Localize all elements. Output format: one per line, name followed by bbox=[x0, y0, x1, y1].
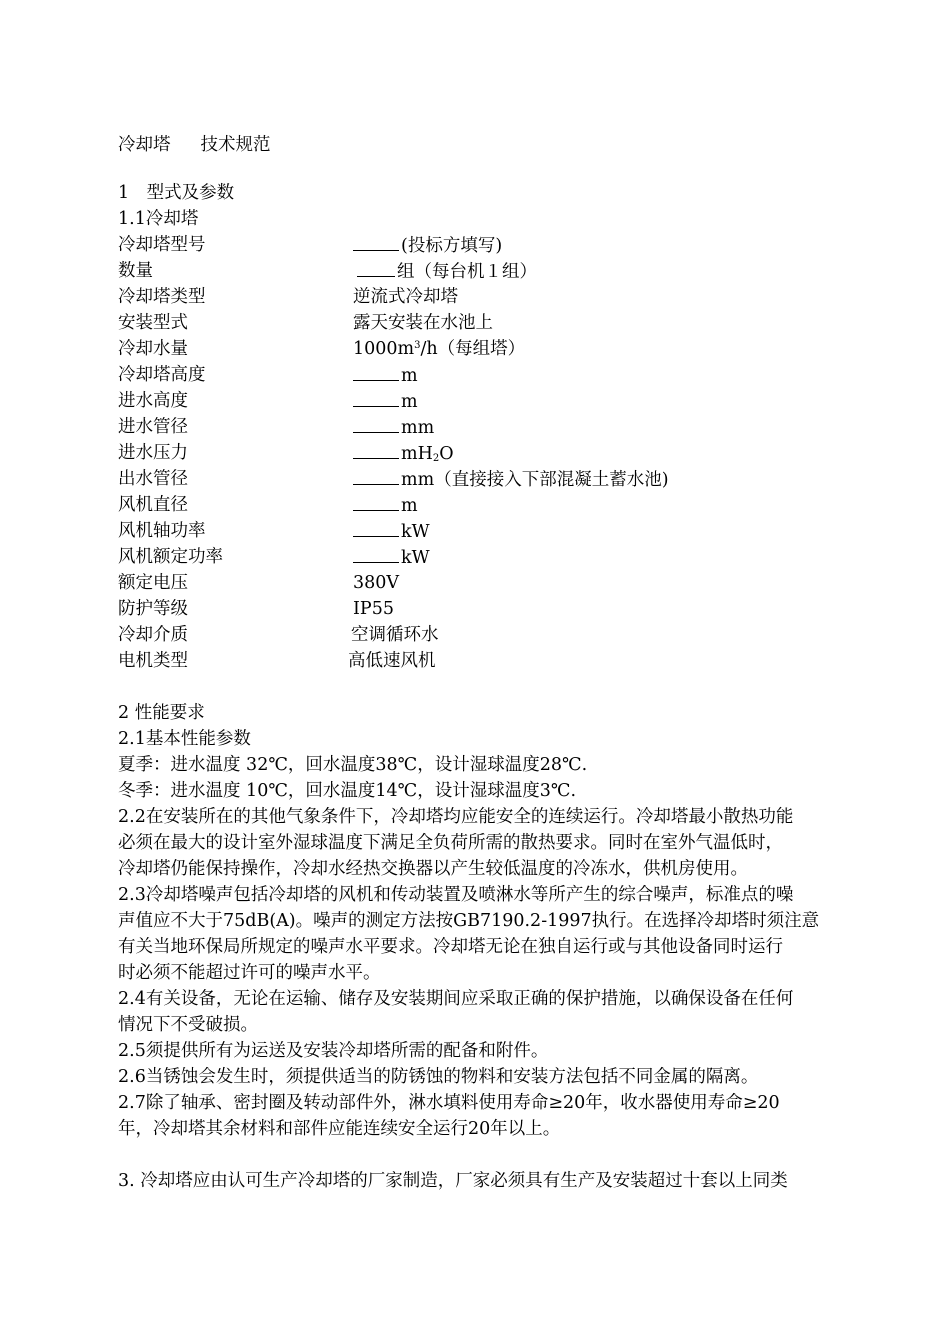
param-value-motor: 高低速风机 bbox=[348, 651, 436, 671]
para-2-3-line: 时必须不能超过许可的噪声水平。 bbox=[118, 963, 381, 983]
param-label-type: 冷却塔类型 bbox=[118, 287, 206, 307]
para-2-4-line: 情况下不受破损。 bbox=[118, 1015, 258, 1035]
section-2-1-heading: 2.1基本性能参数 bbox=[118, 729, 251, 749]
param-label-install: 安装型式 bbox=[118, 313, 188, 333]
fill-in-blank[interactable] bbox=[357, 258, 395, 277]
para-2-6: 2.6当锈蚀会发生时，须提供适当的防锈蚀的物料和安装方法包括不同金属的隔离。 bbox=[118, 1067, 759, 1087]
para-2-7-line: 年，冷却塔其余材料和部件应能连续安全运行20年以上。 bbox=[118, 1119, 561, 1139]
fill-in-blank[interactable] bbox=[353, 544, 399, 563]
param-value-voltage: 380V bbox=[353, 573, 400, 593]
param-value-inlet-pipe: mm bbox=[353, 414, 434, 441]
param-value-medium: 空调循环水 bbox=[351, 625, 439, 645]
title-part-2: 技术规范 bbox=[200, 135, 271, 155]
section-2-heading: 2 性能要求 bbox=[118, 703, 205, 723]
param-value-fan-rated-power: kW bbox=[353, 544, 430, 571]
param-value-fan-shaft-power: kW bbox=[353, 518, 430, 545]
fill-in-blank[interactable] bbox=[353, 440, 399, 459]
param-label-outlet-pipe: 出水管径 bbox=[118, 469, 188, 489]
param-value-type: 逆流式冷却塔 bbox=[353, 287, 458, 307]
param-label-fan-diameter: 风机直径 bbox=[118, 495, 188, 515]
fill-in-blank[interactable] bbox=[353, 492, 399, 511]
param-value-height: m bbox=[353, 362, 418, 389]
fill-in-blank[interactable] bbox=[353, 232, 399, 251]
param-value-inlet-height: m bbox=[353, 388, 418, 415]
para-2-4-line: 2.4有关设备，无论在运输、储存及安装期间应采取正确的保护措施，以确保设备在任何 bbox=[118, 989, 794, 1009]
param-value-fan-diameter: m bbox=[353, 492, 418, 519]
param-label-model: 冷却塔型号 bbox=[118, 235, 206, 255]
section-1-1-heading: 1.1冷却塔 bbox=[118, 209, 199, 229]
fill-in-blank[interactable] bbox=[353, 362, 399, 381]
para-2-5: 2.5须提供所有为运送及安装冷却塔所需的配备和附件。 bbox=[118, 1041, 549, 1061]
param-value-inlet-pressure: $mH_2O$ bbox=[353, 440, 454, 467]
fill-in-blank[interactable] bbox=[353, 466, 399, 485]
param-label-quantity: 数量 bbox=[118, 261, 153, 281]
fill-in-blank[interactable] bbox=[353, 414, 399, 433]
summer-params: 夏季：进水温度 32℃，回水温度38℃，设计湿球温度28℃. bbox=[118, 755, 588, 775]
param-label-voltage: 额定电压 bbox=[118, 573, 188, 593]
title-part-1: 冷却塔 bbox=[118, 135, 171, 155]
fill-in-blank[interactable] bbox=[353, 518, 399, 537]
para-2-3-line: 有关当地环保局所规定的噪声水平要求。冷却塔无论在独自运行或与其他设备同时运行 bbox=[118, 937, 783, 957]
param-label-fan-shaft-power: 风机轴功率 bbox=[118, 521, 206, 541]
param-label-fan-rated-power: 风机额定功率 bbox=[118, 547, 223, 567]
param-value-install: 露天安装在水池上 bbox=[353, 313, 493, 333]
param-label-inlet-pressure: 进水压力 bbox=[118, 443, 188, 463]
param-value-protection: IP55 bbox=[353, 599, 394, 619]
document-title bbox=[118, 132, 271, 158]
param-label-height: 冷却塔高度 bbox=[118, 365, 206, 385]
param-value-model: (投标方填写) bbox=[353, 232, 502, 259]
param-value-quantity: 组（每台机１组） bbox=[357, 258, 537, 285]
para-2-3-line: 2.3冷却塔噪声包括冷却塔的风机和传动装置及喷淋水等所产生的综合噪声，标准点的噪 bbox=[118, 885, 794, 905]
param-label-motor: 电机类型 bbox=[118, 651, 188, 671]
para-2-2-line: 冷却塔仍能保持操作，冷却水经热交换器以产生较低温度的冷冻水，供机房使用。 bbox=[118, 859, 748, 879]
para-2-7-line: 2.7除了轴承、密封圈及转动部件外，淋水填料使用寿命≥20年，收水器使用寿命≥20 bbox=[118, 1093, 780, 1113]
param-label-inlet-height: 进水高度 bbox=[118, 391, 188, 411]
section-1-heading: 1 型式及参数 bbox=[118, 183, 235, 203]
param-label-flow: 冷却水量 bbox=[118, 339, 188, 359]
param-label-inlet-pipe: 进水管径 bbox=[118, 417, 188, 437]
para-2-2-line: 必须在最大的设计室外湿球温度下满足全负荷所需的散热要求。同时在室外气温低时， bbox=[118, 833, 783, 853]
param-label-medium: 冷却介质 bbox=[118, 625, 188, 645]
param-value-outlet-pipe: mm（直接接入下部混凝土蓄水池) bbox=[353, 466, 669, 493]
winter-params: 冬季：进水温度 10℃，回水温度14℃，设计湿球温度3℃. bbox=[118, 781, 577, 801]
fill-in-blank[interactable] bbox=[353, 388, 399, 407]
para-2-3-line: 声值应不大于75dB(A)。噪声的测定方法按GB7190.2-1997执行。在选择冷却塔时须注意 bbox=[118, 911, 820, 931]
param-label-protection: 防护等级 bbox=[118, 599, 188, 619]
section-3-line: 3. 冷却塔应由认可生产冷却塔的厂家制造，厂家必须具有生产及安装超过十套以上同类 bbox=[118, 1171, 788, 1191]
param-value-flow: $1000m^3/h$（每组塔） bbox=[353, 339, 526, 359]
para-2-2-line: 2.2在安装所在的其他气象条件下，冷却塔均应能安全的连续运行。冷却塔最小散热功能 bbox=[118, 807, 794, 827]
